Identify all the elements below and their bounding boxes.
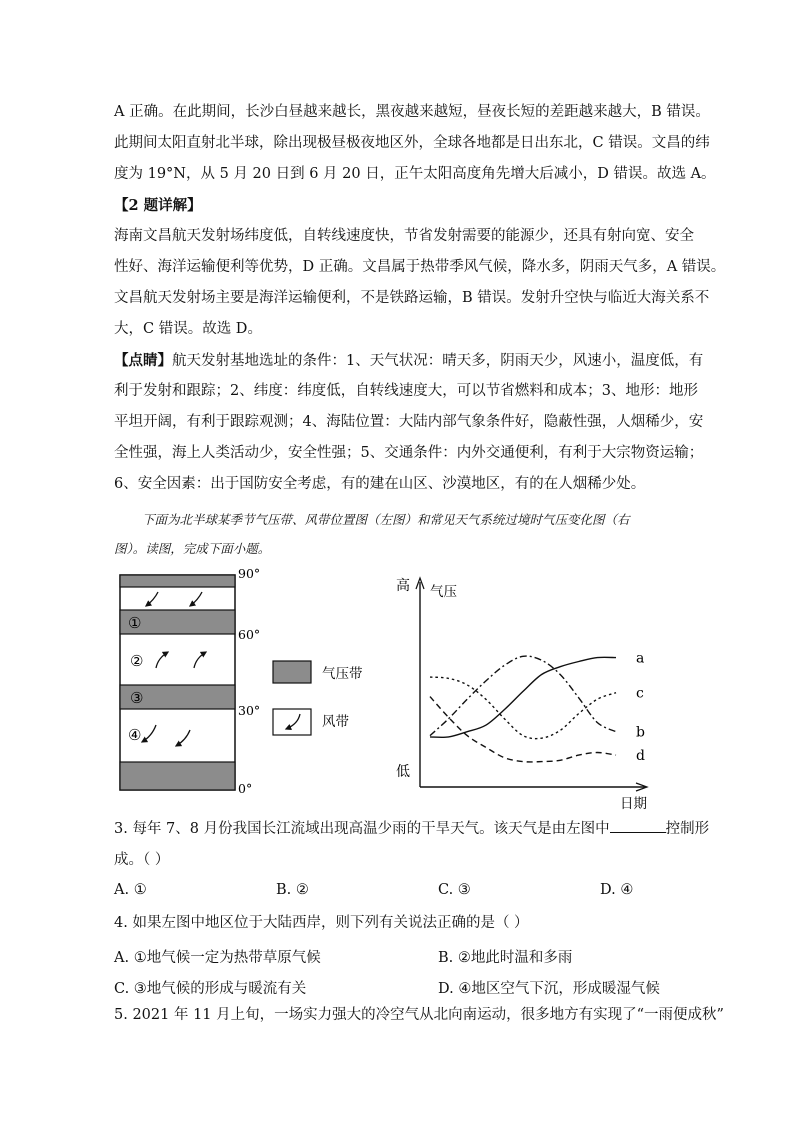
belt-label-3: ③ [130,689,144,707]
series-line-a [430,657,616,737]
pressure-change-chart [390,572,680,817]
paragraph-2 [114,221,726,345]
belt-label-4: ④ [128,726,142,744]
lat-label-90: 90° [238,566,261,581]
y-high-label: 高 [396,578,410,594]
belt-label-1: ① [128,614,142,632]
paragraph-1-line-1: A 正确。在此期间，长沙白昼越来越长，黑夜越来越短，昼夜长短的差距越来越大，B 错误。 [114,104,710,120]
question-4-option-d[interactable]: D. ④地区空气下沉，形成暖湿气候 [438,981,660,997]
x-axis-label: 日期 [620,796,647,812]
question-4-option-b[interactable]: B. ②地此时温和多雨 [438,950,573,966]
pressure-belt-polar-high [120,575,235,587]
paragraph-2-line-1: 海南文昌航天发射场纬度低，自转线速度快，节省发射需要的能源少，还具有射向宽、安全 [114,228,694,244]
series-label-b: b [636,724,645,741]
y-low-label: 低 [396,764,410,780]
lat-label-0: 0° [238,781,253,796]
y-axis-label: 气压 [430,584,457,600]
question-3-option-d[interactable]: D. ④ [600,882,634,898]
paragraph-1 [114,97,716,190]
pressure-belt-equatorial [120,762,235,790]
series-layer [430,651,645,765]
question-3-stem: 3. 每年 7、8 月份我国长江流域出现高温少雨的干旱天气。该天气是由左图中 [114,821,610,837]
paragraph-2-line-3: 文昌航天发射场主要是海洋运输便利，不是铁路运输，B 错误。发射升空快与临近大海关系不 [114,290,710,306]
legend-wind-swatch [273,709,311,735]
question-5-stem: 5. 2021 年 11 月上旬，一场实力强大的冷空气从北向南运动，很多地方有实现了“一雨便成秋” [114,1007,724,1023]
series-line-c [430,677,616,739]
paragraph-1-line-3: 度为 19°N，从 5 月 20 日到 6 月 20 日，正午太阳高度角先增大后减小，D 错误。故选 A。 [114,166,716,182]
series-label-a: a [636,650,645,667]
pressure-wind-belt-figure [110,562,380,802]
section-2-title-text: 【2 题详解】 [114,197,202,214]
question-3-line-2: 成。（ ） [114,852,170,868]
question-3-blank [610,818,666,833]
paragraph-2-line-4: 大，C 错误。故选 D。 [114,321,262,337]
lat-label-60: 60° [238,627,261,642]
tip-line-4: 全性强，海上人类活动少，安全性强；5、交通条件：内外交通便利，有利于大宗物资运输； [114,445,704,461]
tip-line-1-text: 航天发射基地选址的条件：1、天气状况：晴天多，阴雨天少，风速小，温度低，有 [172,353,704,369]
question-3-option-a[interactable]: A. ① [114,882,147,898]
belt-frame [120,575,235,790]
tip-line-5: 6、安全因素：出于国防安全考虑，有的建在山区、沙漠地区，有的在人烟稀少处。 [114,476,646,492]
tip-line-3: 平坦开阔，有利于跟踪观测；4、海陆位置：大陆内部气象条件好，隐蔽性强，人烟稀少，安 [114,414,704,430]
tip-line-2: 利于发射和跟踪；2、纬度：纬度低，自转线速度大，可以节省燃料和成本；3、地形：地形 [114,383,698,399]
question-3-stem-suffix: 控制形 [665,821,710,837]
tip-label: 【点睛】 [114,352,172,369]
legend-pressure-swatch [273,661,311,683]
series-line-d [430,697,616,762]
legend-wind-label: 风带 [322,714,349,730]
paragraph-2-line-2: 性好、海洋运输便利等优势，D 正确。文昌属于热带季风气候，降水多，阴雨天气多，A 错误。 [114,259,726,275]
belt-label-2: ② [130,652,144,670]
series-label-c: c [636,685,644,702]
figure-intro [114,505,686,563]
question-4-option-a[interactable]: A. ①地气候一定为热带草原气候 [114,950,321,966]
lat-label-30: 30° [238,703,261,718]
question-3-option-b[interactable]: B. ② [276,882,309,898]
question-4-stem: 4. 如果左图中地区位于大陆西岸，则下列有关说法正确的是（ ） [114,915,529,931]
figure-intro-line-2: 图）。读图，完成下面小题。 [114,541,271,556]
section-2-title [114,190,686,221]
question-3-option-c[interactable]: C. ③ [438,882,471,898]
figure-intro-line-1: 下面为北半球某季节气压带、风带位置图（左图）和常见天气系统过境时气压变化图（右 [142,512,630,527]
question-3-line-1 [114,814,710,845]
tip-line-1 [114,345,704,376]
series-label-d: d [636,748,645,765]
question-4-option-c[interactable]: C. ③地气候的形成与暖流有关 [114,981,307,997]
legend-pressure-label: 气压带 [322,666,363,682]
series-line-b [430,656,616,736]
tip-paragraph [114,345,704,500]
paragraph-1-line-2: 此期间太阳直射北半球，除出现极昼极夜地区外，全球各地都是日出东北，C 错误。文昌的纬 [114,135,710,151]
